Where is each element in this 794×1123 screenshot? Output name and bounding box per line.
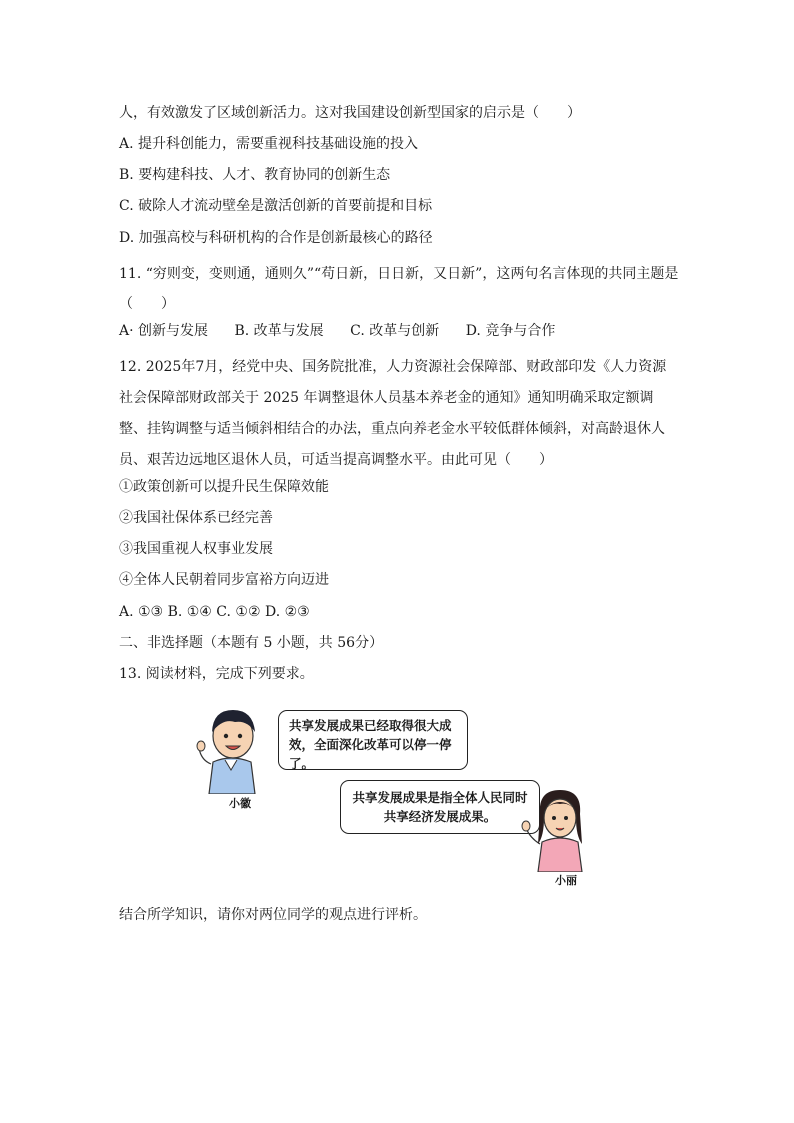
boy-name-label: 小徽 xyxy=(229,797,251,810)
section-heading: 二、非选择题（本题有 5 小题，共 56分） xyxy=(119,635,384,651)
q13-stem: 13. 阅读材料，完成下列要求。 xyxy=(119,666,314,682)
girl-name-label: 小丽 xyxy=(555,874,577,887)
q12-stem: 12. 2025年7月，经党中央、国务院批准，人力资源社会保障部、财政部印发《人力资源社会保障部财政部关于 2025 年调整退休人员基本养老金的通知》通知明确采取定额调整、挂钩调整与适当倾斜相结合的办法，重点向养老金水平较低群体倾斜，对高龄退休人员、艰苦边远地区退休人员，可适当提高调整水平。由此可见（ ） xyxy=(119,359,667,468)
q12-item-2: ②我国社保体系已经完善 xyxy=(119,510,273,526)
q11-option-a: A· 创新与发展 xyxy=(119,323,209,339)
q10-option-b: B. 要构建科技、人才、教育协同的创新生态 xyxy=(119,167,391,183)
boy-illustration xyxy=(195,702,273,794)
q10-option-d: D. 加强高校与科研机构的合作是创新最核心的路径 xyxy=(119,230,433,246)
boy-speech-bubble: 共享发展成果已经取得很大成效，全面深化改革可以停一停了。 xyxy=(278,710,468,770)
girl-speech-bubble: 共享发展成果是指全体人民同时共享经济发展成果。 xyxy=(340,780,540,834)
q11-option-b: B. 改革与发展 xyxy=(234,323,324,339)
q12-item-4: ④全体人民朝着同步富裕方向迈进 xyxy=(119,572,329,588)
q13-dialogue-figure xyxy=(195,700,605,890)
q11-option-c: C. 改革与创新 xyxy=(350,323,440,339)
q10-stem-tail: 人，有效激发了区域创新活力。这对我国建设创新型国家的启示是（ ） xyxy=(119,105,581,121)
q13-task: 结合所学知识，请你对两位同学的观点进行评析。 xyxy=(119,907,427,923)
girl-illustration xyxy=(520,784,600,872)
q12-answers: A. ①③ B. ①④ C. ①② D. ②③ xyxy=(119,604,310,620)
q12-item-3: ③我国重视人权事业发展 xyxy=(119,541,273,557)
q10-option-c: C. 破除人才流动壁垒是激活创新的首要前提和目标 xyxy=(119,198,433,214)
q11-option-d: D. 竞争与合作 xyxy=(465,323,556,339)
q11-options xyxy=(119,321,577,341)
q10-option-a: A. 提升科创能力，需要重视科技基础设施的投入 xyxy=(119,136,419,152)
q12-item-1: ①政策创新可以提升民生保障效能 xyxy=(119,479,329,495)
q11-stem: 11. “穷则变，变则通，通则久”“苟日新，日日新，又日新”，这两句名言体现的共同主题是（ ） xyxy=(119,266,679,312)
